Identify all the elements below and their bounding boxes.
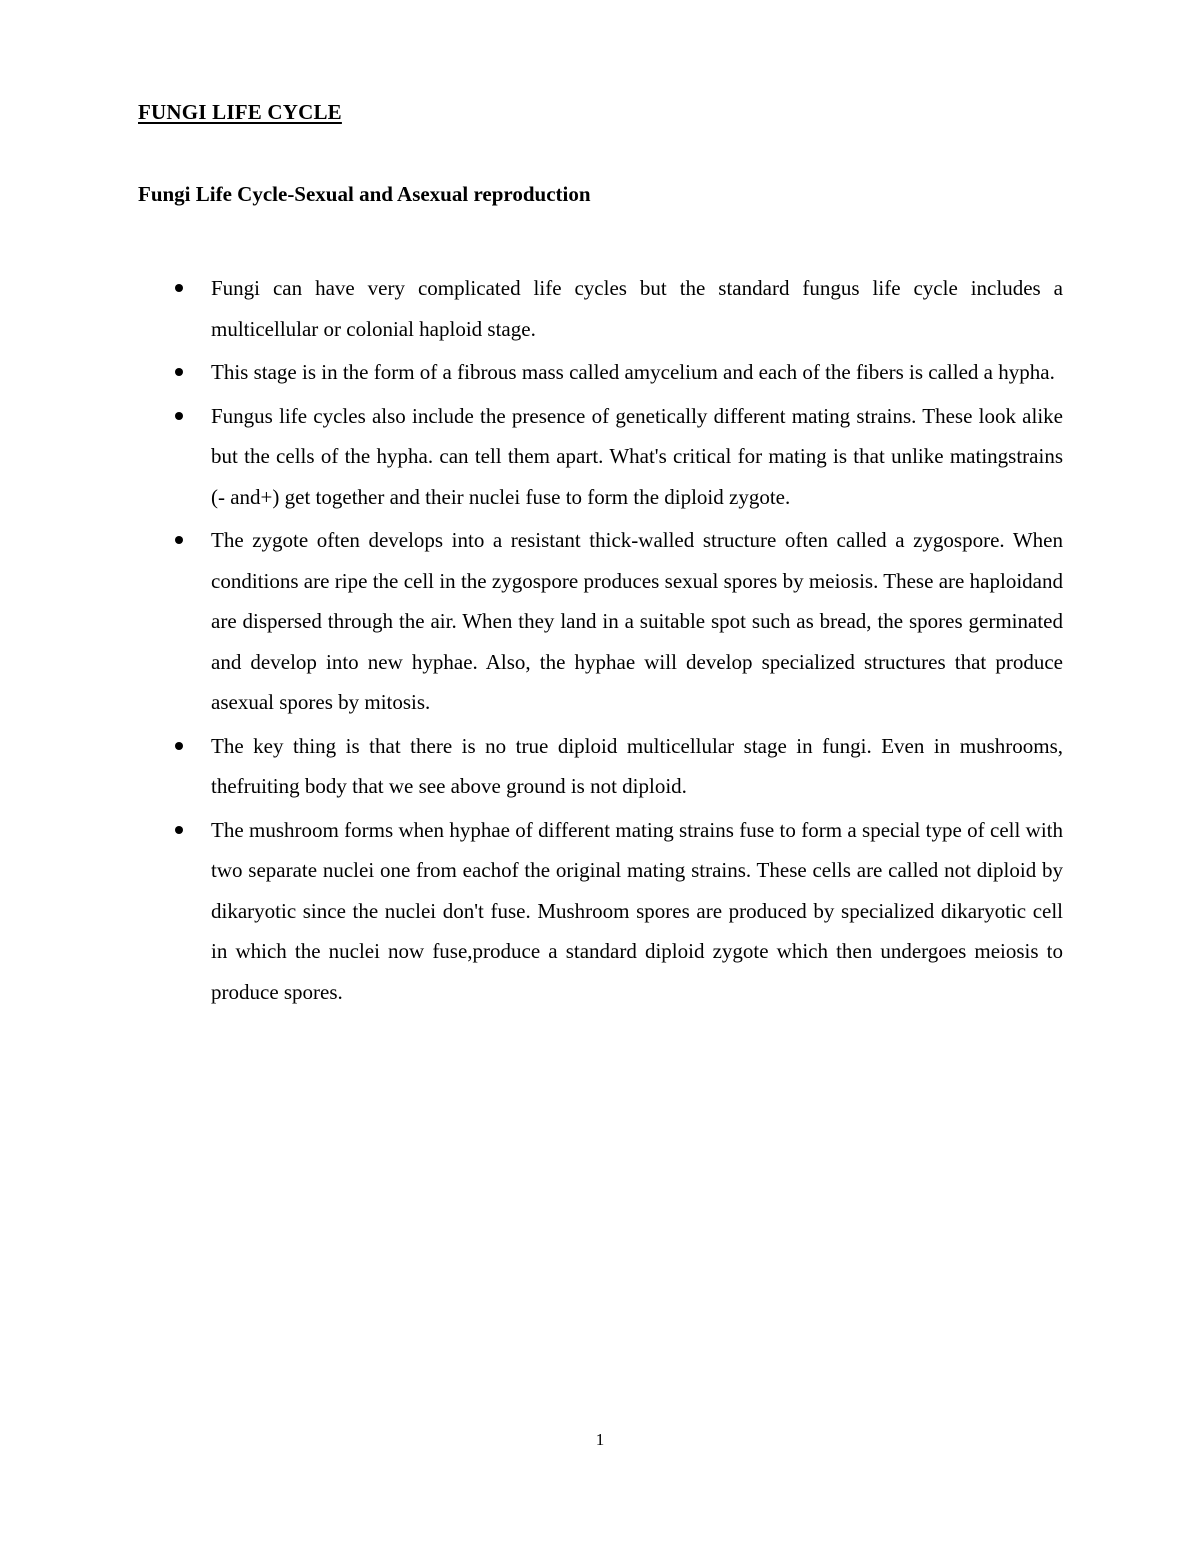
bullet-list [0,268,1200,1015]
list-item [211,810,1063,1013]
document-title: FUNGI LIFE CYCLE [138,100,342,124]
bullet-text: The key thing is that there is no true diploid multicellular stage in fungi. Even in mushrooms, thefruiting body that we see above ground is not diploid. [211,733,1063,798]
document-subtitle: Fungi Life Cycle-Sexual and Asexual reproduction [138,182,591,206]
list-item [211,396,1063,518]
list-item [211,726,1063,807]
list-item [211,268,1063,349]
bullet-icon [175,536,183,544]
bullet-icon [175,742,183,750]
bullet-text: Fungi can have very complicated life cycles but the standard fungus life cycle includes a multicellular or colonial haploid stage. [211,276,1063,341]
bullet-icon [175,368,183,376]
bullet-icon [175,284,183,292]
bullet-text: The mushroom forms when hyphae of different mating strains fuse to form a special type of cell with two separate nuclei one from eachof the original mating strains. These cells are called not diploid by dikaryotic since the nuclei don't fuse. Mushroom spores are produced by specialized dikaryotic cell in which the nuclei now fuse,produce a standard diploid zygote which then undergoes meiosis to produce spores. [211,817,1063,1004]
bullet-text: Fungus life cycles also include the presence of genetically different mating strains. These look alike but the cells of the hypha. can tell them apart. What's critical for mating is that unlike matingstrains (- and+) get together and their nuclei fuse to form the diploid zygote. [211,403,1063,509]
bullet-text: This stage is in the form of a fibrous mass called amycelium and each of the fibers is called a hypha. [211,360,1055,384]
bullet-icon [175,826,183,834]
list-item [211,352,1063,393]
list-item [211,520,1063,723]
bullet-text: The zygote often develops into a resistant thick-walled structure often called a zygospore. When conditions are ripe the cell in the zygospore produces sexual spores by meiosis. These are haploidand are dispersed through the air. When they land in a suitable spot such as bread, the spores germinated and develop into new hyphae. Also, the hyphae will develop specialized structures that produce asexual spores by mitosis. [211,528,1063,714]
bullet-icon [175,412,183,420]
page-number: 1 [595,1430,605,1449]
